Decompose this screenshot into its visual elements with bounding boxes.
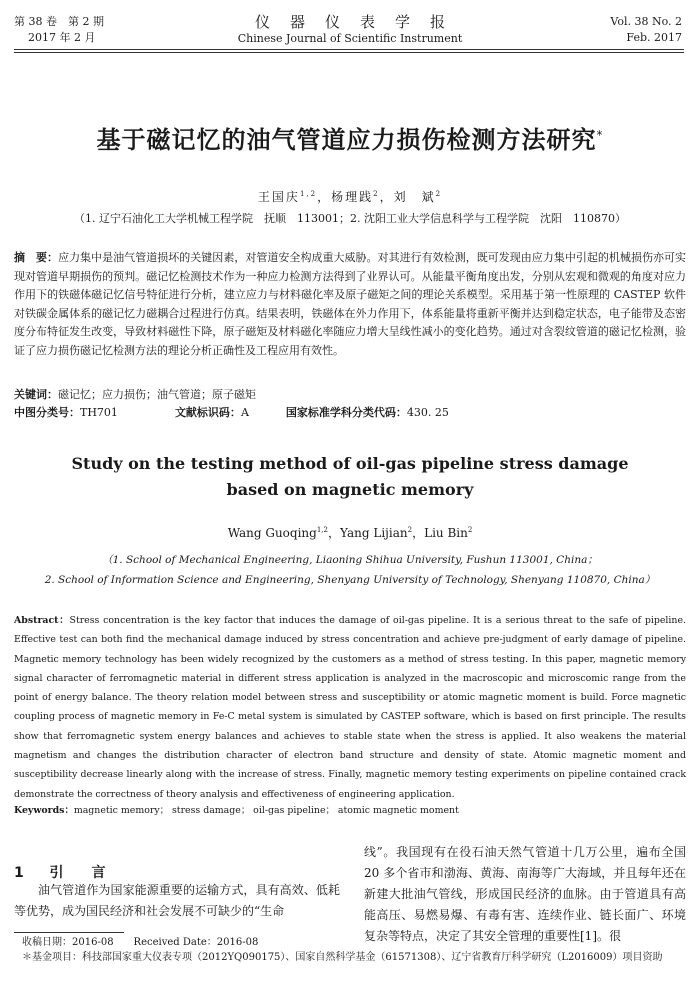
author-en-wang: Wang Guoqing$^{1,2}$ [227,526,328,540]
doc-code-value: A [240,406,249,419]
keywords-en-text: magnetic memory； stress damage； oil-gas pipeline； atomic magnetic moment [73,805,459,816]
header-center [0,12,700,46]
author-wang: 王国庆$^{1,2}$ [257,190,318,204]
title-footnote-mark: * [596,128,604,142]
abstract-cn-text: 应力集中是油气管道损坏的关键因素，对管道安全构成重大威胁。对其进行有效检测，既可发现由应力集中引起的机械损伤亦可实现对管道早期损伤的预判。磁记忆检测技术作为一种应力检测方法得到了业界认可。从能量平衡角度出发，分别从宏观和微观的角度对应力作用下的铁磁体磁记忆信号特征进行分析，建立应力与材料磁化率及原子磁矩之间的理论关系模型。采用基于第一性原理的 CASTEP 软件对铁碳金属体系的磁记忆力磁耦合过程进行仿真。结果表明，铁磁体在外力作用下，体系能量将重新平衡并达到稳定状态，电子能带及态密度分布特征发生改变，导致材料磁性下降，原子磁矩及材料磁化率随应力增大呈线性减小的变化趋势。通过对含裂纹管道的磁记忆检测，验证了应力损伤磁记忆检测方法的理论分析正确性及工程应用有效性。 [14,251,687,357]
intro-left-paragraph: 油气管道作为国家能源重要的运输方式，具有高效、低耗等优势，成为国民经济和社会发展不可缺少的“生命 [14,883,340,918]
keywords-cn-label: 关键词： [14,388,58,401]
header-right [610,14,682,46]
clc-value: TH701 [80,406,118,419]
title-cn-text: 基于磁记忆的油气管道应力损伤检测方法研究 [96,126,597,154]
intro-right-column [364,842,686,947]
author-en-yang: Yang Lijian$^2$ [339,526,413,540]
header-rule-secondary [14,52,684,53]
abstract-cn-label: 摘 要： [14,251,59,264]
affiliations-en-line2: 2. School of Information Science and Engineering, Shenyang University of Technology, Shenyang 110870, China） [44,574,656,586]
abstract-en-text: Stress concentration is the key factor that induces the damage of oil-gas pipeline. It is a serious threat to the safe of pipeline. Effective test can both find the mechanical damage induced by stress concentration and achieve pre-judgment of early damage of pipeline. Magnetic memory technology has been widely recognized by the customers as a method of stress testing. In this paper, magnetic memory signal character of ferromagnetic material in different stress application is analyzed in the macroscopic and microscomic range from the point of energy balance. The theory relation model between stress and susceptibility or atomic magnetic moment is build. Force magnetic coupling process of magnetic memory in Fe-C metal system is simulated by CASTEP software, which is based on first principle. The results show that ferromagnetic system energy balances and achieves to stable state when the stress is applied. It also weakens the material magnetism and changes the distribution character of electron band structure and density of state. Atomic magnetic moment and susceptibility decrease linearly along with the increase of stress. Finally, magnetic memory testing experiments on pipeline contained crack demonstrate the correctness of theory analysis and effectiveness of engineering application. [14,615,686,800]
clc-label: 中图分类号： [14,406,80,419]
authors-en: Wang Guoqing$^{1,2}$，Yang Lijian$^2$，Liu Bin$^2$ [227,526,473,540]
keywords-en-label: Keywords： [14,805,74,816]
title-en [0,451,700,503]
affiliations-en [0,550,700,590]
abstract-cn [14,249,686,361]
classification-cn [14,404,686,423]
authors-cn: 王国庆$^{1,2}$，杨理践$^2$，刘 斌$^2$ [257,190,443,204]
journal-name-en: Chinese Journal of Scientific Instrument [237,32,463,45]
affiliations-en-line1: （1. School of Mechanical Engineering, Liaoning Shihua University, Fushun 113001, China； [102,554,598,566]
header-rule [14,49,684,50]
intro-right-paragraph: 线”。我国现有在役石油天然气管道十几万公里，遍布全国 20 多个省市和渤海、黄海、南海等广大海域，并且每年还在新建大批油气管线，形成国民经济的血脉。由于管道具有高能高压、易燃易爆、有毒有害、连续作业、链长面广、环境复杂等特点，决定了其安全管理的重要性[1]。很 [364,845,686,943]
section-number: 1 [14,865,24,881]
section-heading [14,862,106,882]
abstract-en [14,611,686,804]
title-en-line1: Study on the testing method of oil-gas pipeline stress damage [71,454,629,473]
keywords-cn [14,386,686,405]
author-yang: 杨理践$^2$ [331,190,380,204]
std-code-value: 430. 25 [406,406,449,419]
title-en-line2: based on magnetic memory [226,480,474,499]
author-liu: 刘 斌$^2$ [393,190,443,204]
keywords-en [14,802,686,816]
footnote-funding: ＊基金项目：科技部国家重大仪表专项（2012YQ090175）、国家自然科学基金（61571308）、辽宁省教育厅科学研究（L2016009）项目资助 [22,952,663,963]
abstract-en-label: Abstract： [14,615,70,626]
date-en: Feb. 2017 [626,31,682,44]
date-cn: 2017 年 2 月 [28,31,96,44]
volume-issue-cn: 第 38 卷 第 2 期 [14,15,104,28]
doc-code-label: 文献标识码： [174,406,241,419]
keywords-cn-text: 磁记忆；应力损伤；油气管道；原子磁矩 [58,388,256,401]
title-cn [0,120,700,155]
footnote-received: 收稿日期：2016-08 Received Date：2016-08 [22,937,259,948]
journal-name-cn: 仪器仪表学报 [254,13,465,31]
volume-issue-en: Vol. 38 No. 2 [610,15,682,28]
author-en-liu: Liu Bin$^2$ [424,526,473,540]
intro-left-column [14,880,340,922]
std-code-label: 国家标准学科分类代码： [285,406,407,419]
section-title: 引 言 [49,865,106,881]
affiliations-cn: （1. 辽宁石油化工大学机械工程学院 抚顺 113001；2. 沈阳工业大学信息科学与工程学院 沈阳 110870） [74,212,626,225]
footnote-rule [14,932,124,933]
